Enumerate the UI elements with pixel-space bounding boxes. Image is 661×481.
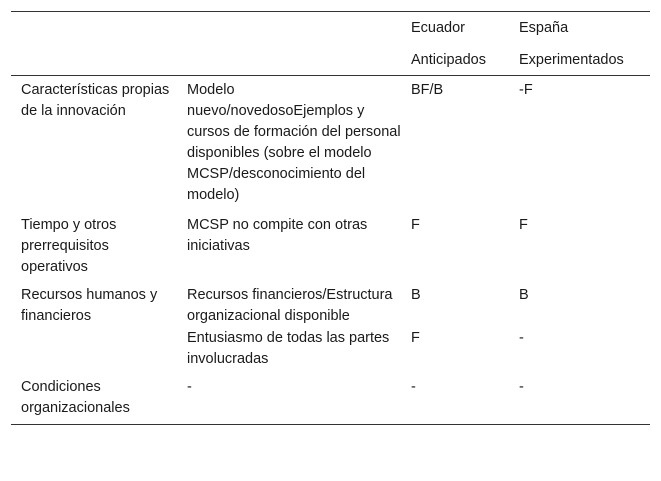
header-empty-cell (177, 12, 401, 42)
row-category-cell: Recursos humanos y financieros (21, 287, 158, 324)
row-espana-cell: -F (519, 82, 533, 98)
table-row (11, 327, 650, 373)
row-ecuador-cell: F (411, 217, 420, 233)
row-ecuador-cell: BF/B (411, 82, 444, 98)
row-category-cell: Tiempo y otros prerrequisitos operativos (21, 217, 117, 275)
row-factor-cell: - (177, 373, 401, 425)
row-ecuador-cell: B (411, 287, 421, 303)
row-category-cell (11, 327, 177, 373)
table-row (11, 281, 650, 327)
row-espana-cell: - (519, 330, 524, 346)
header-empty-cell (11, 41, 177, 76)
header-anticipados: Anticipados (401, 41, 509, 76)
row-factor-cell: Recursos financieros/Estructura organizacional disponible (187, 287, 393, 324)
row-espana-cell: F (519, 217, 528, 233)
header-country-espana: España (509, 12, 650, 42)
row-ecuador-cell: F (411, 330, 420, 346)
row-factor-cell: Entusiasmo de todas las partes involucradas (187, 330, 390, 367)
row-espana-cell: - (509, 373, 650, 425)
table-row (11, 76, 650, 212)
table-row (11, 211, 650, 281)
header-empty-cell (11, 12, 177, 42)
table-header (11, 12, 650, 76)
row-factor-cell: MCSP no compite con otras iniciativas (187, 217, 368, 254)
table-body (11, 76, 650, 425)
table-row (11, 373, 650, 425)
header-empty-cell (177, 41, 401, 76)
header-experimentados: Experimentados (509, 41, 650, 76)
row-espana-cell: B (519, 287, 529, 303)
header-row-type (11, 41, 650, 76)
row-ecuador-cell: - (401, 373, 509, 425)
results-table-container (11, 11, 650, 425)
results-table (11, 11, 650, 425)
row-category-cell: Condiciones organizacionales (11, 373, 177, 425)
row-factor-cell: Modelo nuevo/novedosoEjemplos y cursos de formación del personal disponibles (sobre el modelo MCSP/desconocimiento del modelo) (187, 82, 401, 203)
row-category-cell: Características propias de la innovación (21, 82, 170, 119)
header-row-country (11, 12, 650, 42)
header-country-ecuador: Ecuador (401, 12, 509, 42)
